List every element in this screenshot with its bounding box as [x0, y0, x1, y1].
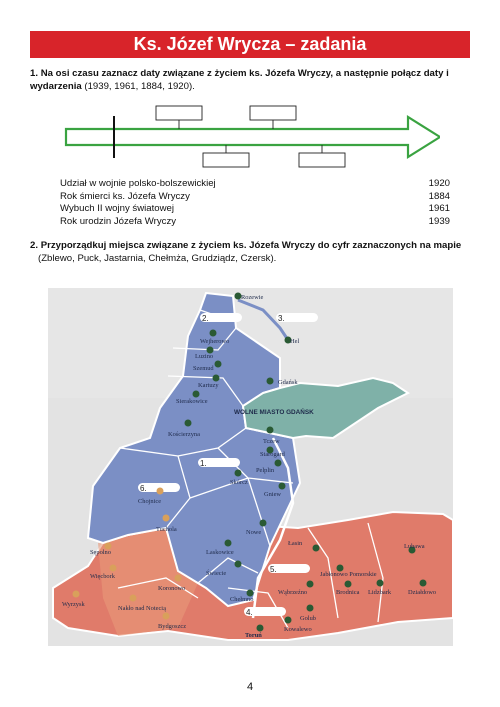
town-label: Starogard: [260, 451, 285, 458]
event-row: [60, 178, 450, 191]
town-dot: [267, 427, 274, 434]
event-row: [60, 203, 450, 216]
town-dot: [185, 420, 192, 427]
task-1-prompt: [30, 67, 475, 93]
town-dot: [267, 378, 274, 385]
town-label: Brodnica: [336, 589, 360, 596]
town-dot: [275, 460, 282, 467]
town-dot: [193, 391, 200, 398]
timeline-answer-box[interactable]: [250, 106, 296, 120]
town-dot: [345, 581, 352, 588]
town-dot: [260, 520, 267, 527]
town-label: Laskowice: [206, 549, 234, 556]
marker-number: 6.: [140, 484, 147, 493]
town-label: Hel: [290, 338, 300, 345]
town-dot: [225, 540, 232, 547]
town-label: Luzino: [195, 353, 214, 360]
event-label: Udział w wojnie polsko-bolszewickiej: [60, 178, 216, 189]
event-year: 1884: [428, 190, 450, 202]
town-label: Jabłonowo Pomorskie: [320, 571, 377, 578]
event-row: [60, 216, 450, 229]
town-label: Chojnice: [138, 498, 162, 505]
town-label: Toruń: [245, 632, 262, 639]
timeline-arrow: [66, 117, 440, 157]
town-label: Sierakowice: [176, 398, 208, 405]
town-label: Golub: [300, 615, 316, 622]
town-label: Gdańsk: [278, 379, 298, 386]
town-label: Świecie: [206, 570, 227, 577]
town-dot: [215, 361, 222, 368]
task-2-number: 2.: [30, 240, 39, 251]
town-label: Kowalewo: [284, 626, 312, 633]
town-dot: [73, 591, 80, 598]
event-list: [60, 178, 450, 228]
timeline: [60, 100, 440, 170]
town-label: Kartuzy: [198, 382, 219, 389]
town-dot: [235, 470, 242, 477]
town-dot: [235, 561, 242, 568]
town-dot: [307, 581, 314, 588]
map-marker-4[interactable]: [244, 607, 286, 617]
marker-number: 5.: [270, 565, 277, 574]
town-label: Sępolno: [90, 549, 111, 556]
town-label: Lubawa: [404, 543, 425, 550]
town-dot: [285, 617, 292, 624]
marker-number: 2.: [202, 314, 209, 323]
town-label: Rozewie: [241, 294, 264, 301]
town-label: Bydgoszcz: [158, 623, 187, 630]
event-label: Rok śmierci ks. Józefa Wryczy: [60, 190, 190, 202]
town-label: Działdowo: [408, 589, 437, 596]
pomerania-map: [48, 288, 453, 646]
town-dot: [210, 330, 217, 337]
event-label: Rok urodzin Józefa Wryczy: [60, 215, 177, 227]
town-dot: [157, 488, 164, 495]
town-dot: [279, 483, 286, 490]
town-label: Lidzbark: [368, 589, 392, 596]
event-label: Wybuch II wojny światowej: [60, 203, 175, 215]
town-label: Tczew: [263, 438, 280, 445]
town-label: Gniew: [264, 491, 282, 498]
town-dot: [213, 375, 220, 382]
marker-number: 4.: [246, 608, 253, 617]
town-label: Kościerzyna: [168, 431, 200, 438]
town-label: Pelplin: [256, 467, 275, 474]
town-label: Wąbrzeźno: [278, 589, 308, 596]
town-label: Wyrzysk: [62, 601, 85, 608]
page-title: Ks. Józef Wrycza – zadania: [30, 31, 470, 58]
town-label: Wejherowo: [200, 338, 230, 345]
task-2-instruction: Przyporządkuj miejsca związane z życiem ks. Józefa Wryczy do cyfr zaznaczonych na mapie: [40, 240, 462, 251]
timeline-answer-box[interactable]: [156, 106, 202, 120]
marker-number: 3.: [278, 314, 285, 323]
town-label: Łasin: [288, 540, 303, 547]
town-label: Nowe: [246, 529, 262, 536]
map-marker-2[interactable]: [200, 313, 242, 323]
town-label: Koronowo: [158, 585, 186, 592]
task-2-places: (Zblewo, Puck, Jastarnia, Chełmża, Grudziądz, Czersk).: [38, 253, 277, 264]
task-2-prompt: [30, 239, 475, 265]
town-label: Skórcz: [230, 479, 248, 486]
town-dot: [313, 545, 320, 552]
town-dot: [307, 605, 314, 612]
town-label: Więcbork: [90, 573, 115, 580]
town-dot: [420, 580, 427, 587]
map-marker-1[interactable]: [198, 458, 240, 468]
event-row: [60, 191, 450, 204]
town-dot: [110, 565, 117, 572]
town-dot: [377, 580, 384, 587]
event-year: 1961: [428, 203, 450, 215]
town-dot: [130, 595, 137, 602]
town-label: Nakło nad Notecią: [118, 605, 166, 612]
page-number: 4: [246, 681, 254, 693]
event-year: 1920: [428, 178, 450, 189]
town-dot: [175, 575, 182, 582]
town-label: Szemud: [193, 365, 214, 372]
free-city-label: WOLNE MIASTO GDAŃSK: [234, 409, 314, 416]
map-marker-3[interactable]: [276, 313, 318, 323]
task-1-number: 1.: [30, 68, 39, 79]
task-1-instruction: Na osi czasu zaznacz daty związane z życiem ks. Józefa Wryczy, a następnie połącz daty i wydarzenia: [30, 68, 449, 92]
timeline-answer-box[interactable]: [299, 153, 345, 167]
town-dot: [163, 613, 170, 620]
task-1-years: (1939, 1961, 1884, 1920).: [81, 81, 195, 92]
event-year: 1939: [428, 215, 450, 227]
town-label: Chełmno: [230, 596, 254, 603]
timeline-answer-box[interactable]: [203, 153, 249, 167]
town-dot: [257, 625, 264, 632]
town-label: Tuchola: [156, 526, 177, 533]
map-marker-5[interactable]: [268, 564, 310, 574]
town-dot: [163, 515, 170, 522]
marker-number: 1.: [200, 459, 207, 468]
